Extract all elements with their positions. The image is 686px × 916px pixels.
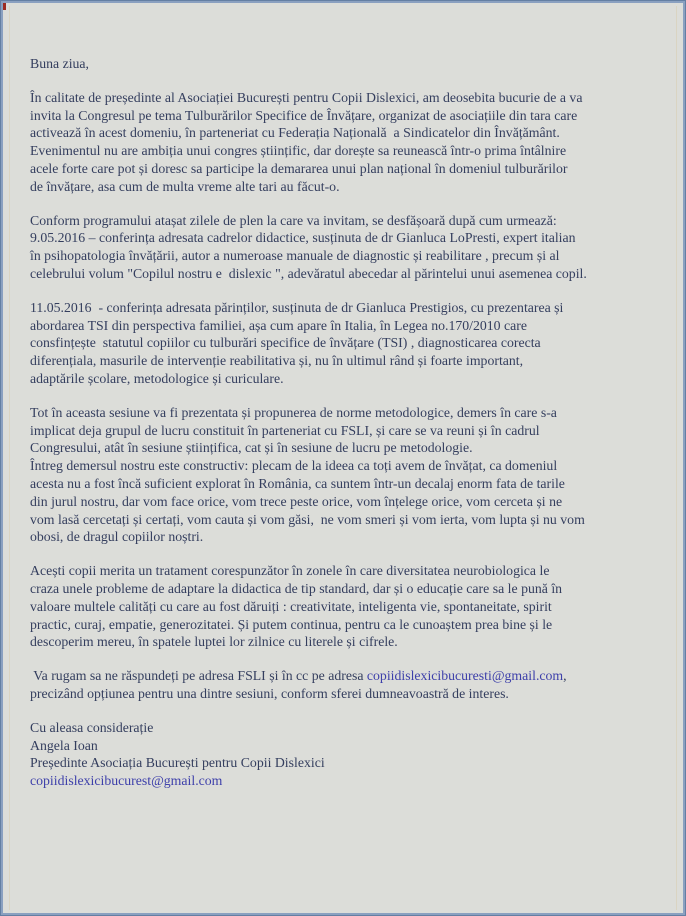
text-segment: Congresului, atât în sesiune științifica, cat și în sesiune de lucru pe metodologie.	[30, 440, 473, 456]
text-segment: 9.05.2016 – conferința adresata cadrelor didactice, susținuta de dr Gianluca LoPresti, expert italian	[30, 230, 576, 246]
letter-line	[30, 55, 665, 73]
letter-line	[30, 334, 665, 352]
text-segment: În calitate de președinte al Asociației București pentru Copii Dislexici, am deosebita bucurie de a va	[30, 89, 583, 105]
paragraph-children-qualities	[30, 562, 665, 651]
text-segment: invita la Congresul pe tema Tulburărilor Specifice de Învățare, organizat de asociațiile din tara care	[30, 107, 578, 123]
letter-line	[30, 580, 665, 598]
text-segment: practic, curaj, empatie, generozitatei. Și putem continua, pentru ca le cunoaștem prea bine și le	[30, 616, 553, 632]
text-segment: obosi, de dragul copiilor noștri.	[30, 529, 204, 545]
text-segment: acele forte care pot și doresc sa participe la demararea unui plan național în domeniul tulburărilor	[30, 160, 568, 176]
letter-line	[30, 160, 665, 178]
letter-line	[30, 737, 665, 755]
text-segment: din jurul nostru, dar vom face orice, vom trece peste orice, vom înțelege orice, vom cerceta și ne	[30, 493, 563, 509]
text-segment: Conform programului atașat zilele de plen la care va invitam, se desfășoară după cum urmează:	[30, 212, 557, 228]
letter-line	[30, 317, 665, 335]
letter-line	[30, 352, 665, 370]
text-segment: Acești copii merita un tratament corespunzător în zonele în care diversitatea neurobiologica le	[30, 563, 550, 579]
text-segment: diferențiala, masurile de intervenție reabilitativa și, nu în ultimul rând și foarte important,	[30, 353, 524, 369]
text-segment: Cu aleasa considerație	[30, 719, 154, 735]
letter-line	[30, 265, 665, 283]
text-segment: acesta nu a fost încă suficient explorat în România, ca suntem într-un decalaj enorm fata de tarile	[30, 475, 565, 491]
letter-line	[30, 772, 665, 790]
text-segment: 11.05.2016 - conferința adresata părinților, susținuta de dr Gianluca Prestigios, cu prezentarea și	[30, 299, 564, 315]
email-link[interactable]: copiidislexicibucuresti@gmail.com	[366, 668, 564, 684]
letter-line	[30, 475, 665, 493]
letter-line	[30, 439, 665, 457]
letter-line	[30, 142, 665, 160]
text-segment: craza unele probleme de adaptare la didactica de tip standard, dar și o educație care sa le pună în	[30, 580, 563, 596]
letter-line	[30, 667, 665, 685]
email-link[interactable]: copiidislexicibucurest@gmail.com	[30, 773, 223, 789]
paragraph-invitation	[30, 89, 665, 196]
letter-line	[30, 124, 665, 142]
signature	[30, 719, 665, 790]
letter-body	[30, 55, 665, 790]
text-segment: descoperim mereu, în spatele luptei lor zilnice cu literele și cifrele.	[30, 634, 398, 650]
text-segment: vom lasă cercetați și certați, vom cauta și vom găsi, ne vom smeri și vom ierta, vom lupta și nu vom	[30, 511, 585, 527]
letter-line	[30, 422, 665, 440]
text-segment: adaptările școlare, metodologice și curiculare.	[30, 370, 284, 386]
letter-line	[30, 457, 665, 475]
letter-line	[30, 598, 665, 616]
letter-line	[30, 562, 665, 580]
letter-line	[30, 299, 665, 317]
text-segment: abordarea TSI din perspectiva familiei, așa cum apare în Italia, în Legea no.170/2010 care	[30, 317, 527, 333]
text-segment: Tot în aceasta sesiune va fi prezentata și propunerea de norme metodologice, demers în care s-a	[30, 404, 557, 420]
inner-border-line-right	[676, 6, 677, 910]
text-segment: activează în acest domeniu, în parteneriat cu Federația Națională a Sindicatelor din Învățământ.	[30, 125, 560, 141]
text-segment: Angela Ioan	[30, 737, 98, 753]
text-segment: Va rugam sa ne răspundeți pe adresa FSLI și în cc pe adresa	[30, 668, 367, 684]
letter-line	[30, 178, 665, 196]
text-segment: precizând opțiunea pentru una dintre sesiuni, conform sferei dumneavoastră de interes.	[30, 685, 509, 701]
letter-line	[30, 616, 665, 634]
letter-line	[30, 370, 665, 388]
inner-border-line-left	[9, 6, 10, 910]
letter-line	[30, 404, 665, 422]
letter-line	[30, 247, 665, 265]
text-segment: Președinte Asociația București pentru Copii Dislexici	[30, 755, 325, 771]
text-segment: Buna ziua,	[30, 56, 90, 71]
text-segment: Întreg demersul nostru este constructiv: plecam de la ideea ca toți avem de învățat, ca domeniul	[30, 458, 558, 474]
paragraph-program-day2	[30, 299, 665, 388]
paragraph-rsvp	[30, 667, 665, 703]
letter-line	[30, 754, 665, 772]
letter-line	[30, 719, 665, 737]
text-segment: implicat deja grupul de lucru constituit în parteneriat cu FSLI, și care se va reuni și în cadrul	[30, 422, 540, 438]
letter-line	[30, 229, 665, 247]
letter-line	[30, 212, 665, 230]
letter-line	[30, 511, 665, 529]
letter-line	[30, 528, 665, 546]
letter-line	[30, 633, 665, 651]
text-segment: de învățare, asa cum de multa vreme alte tari au făcut-o.	[30, 178, 340, 194]
corner-artifact	[3, 3, 6, 10]
text-segment: valoare multele calități cu care au fost dăruiți : creativitate, inteligenta vie, spontaneitate, spirit	[30, 598, 552, 614]
text-segment: Evenimentul nu are ambiția unui congres științific, dar dorește sa reunească într-o prima întâlnire	[30, 143, 567, 159]
text-segment: ,	[563, 668, 567, 684]
letter-line	[30, 685, 665, 703]
text-segment: în psihopatologia învățării, autor a numeroase manuale de diagnostic și reabilitare , precum și al	[30, 248, 560, 264]
letter-line	[30, 107, 665, 125]
letter-line	[30, 493, 665, 511]
letter-line	[30, 89, 665, 107]
text-segment: consfințește statutul copiilor cu tulburări specifice de învățare (TSI) , diagnosticarea corecta	[30, 335, 541, 351]
paragraph-methodology	[30, 404, 665, 546]
paragraph-program-day1	[30, 212, 665, 283]
text-segment: celebrului volum "Copilul nostru e dislexic ", adevăratul abecedar al părintelui unui asemenea copil.	[30, 265, 587, 281]
greeting	[30, 55, 665, 73]
